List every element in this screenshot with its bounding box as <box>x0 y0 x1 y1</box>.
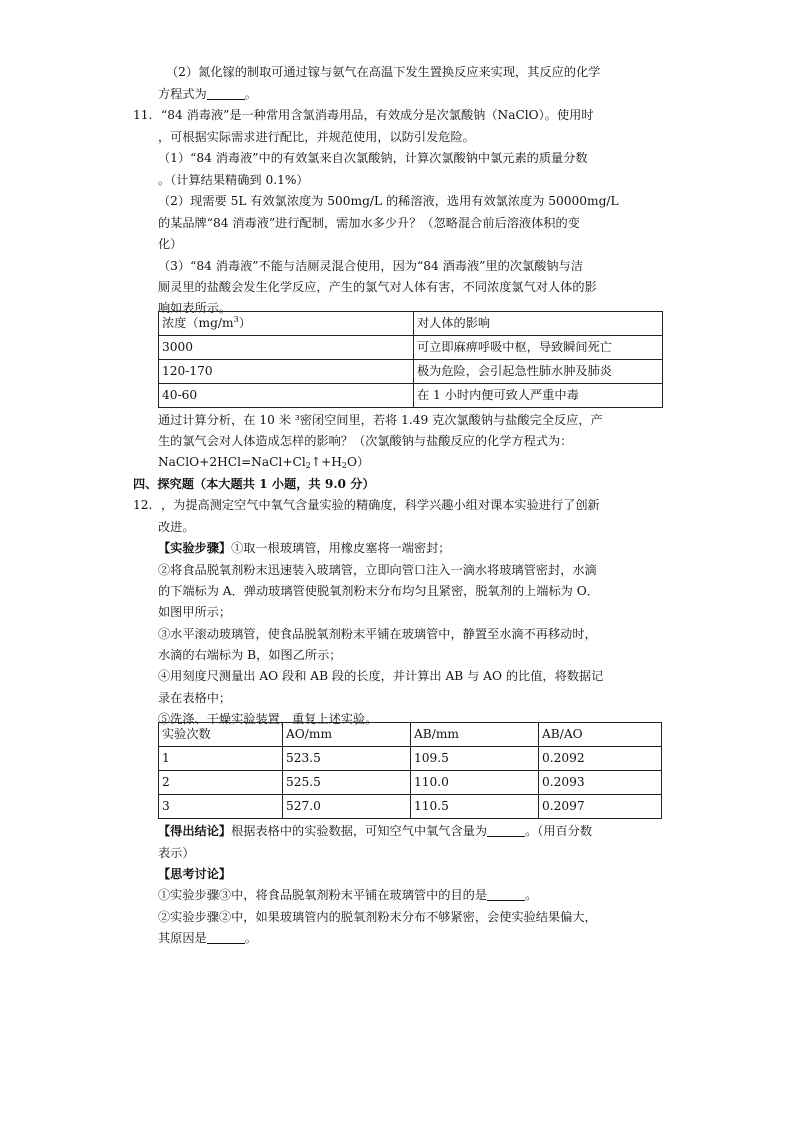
table-cell: 在 1 小时内便可致人严重中毒 <box>414 384 663 408</box>
step-4-line2: 录在表格中； <box>158 691 232 705</box>
answer-blank[interactable] <box>207 86 245 100</box>
table-row <box>159 747 662 771</box>
table-header-cell: AO/mm <box>283 723 411 747</box>
table-cell: 523.5 <box>283 747 411 771</box>
conclusion-line2: 表示） <box>158 846 195 860</box>
q12-intro-line2: 改进。 <box>158 520 195 534</box>
step-1: ①取一根玻璃管，用橡皮塞将一端密封； <box>231 541 451 555</box>
q11-intro-line2: ，可根据实际需求进行配比，并规范使用，以防引发危险。 <box>158 130 475 144</box>
table-cell: 110.0 <box>411 771 539 795</box>
step-5: ⑤洗涤、干燥实验装置，重复上述实验。 <box>158 712 378 726</box>
table-header-cell: 浓度$(mg/m^3)$ <box>159 312 414 336</box>
step-2-line3: 如图甲所示； <box>158 605 232 619</box>
q11-after-line2: 生的氯气会对人体造成怎样的影响？（次氯酸钠与盐酸反应的化学方程式为： <box>158 434 573 448</box>
q12-intro-line1: ，为提高测定空气中氧气含量实验的精确度，科学兴趣小组对课本实验进行了创新 <box>161 498 600 512</box>
table-cell: 3000 <box>159 336 414 360</box>
q11-part1-line2: 。（计算结果精确到 0.1%） <box>158 173 309 187</box>
table-cell: 109.5 <box>411 747 539 771</box>
question-number-12: 12. <box>133 498 153 512</box>
table-cell: 极为危险，会引起急性肺水肿及肺炎 <box>414 360 663 384</box>
table-cell: 2 <box>159 771 283 795</box>
conclusion-line <box>158 821 592 842</box>
answer-blank[interactable] <box>487 887 525 901</box>
table-row <box>159 384 663 408</box>
table-cell: 0.2097 <box>539 795 662 819</box>
table-cell: 110.5 <box>411 795 539 819</box>
question-number-11: 11. <box>133 108 153 122</box>
table-header-cell: AB/mm <box>411 723 539 747</box>
steps-label: 【实验步骤】 <box>158 541 232 555</box>
discussion-label: 【思考讨论】 <box>158 867 232 881</box>
table-header-row <box>159 723 662 747</box>
q11-equation: $NaClO+2HCl=NaCl+Cl_2↑+H_2O$） <box>158 455 370 470</box>
table-cell: 0.2093 <box>539 771 662 795</box>
step-2-line2: 的下端标为 A．弹动玻璃管使脱氧剂粉末分布均匀且紧密，脱氧剂的上端标为 O． <box>158 584 599 598</box>
q11-after-line1: 通过计算分析，在 10 米 ³密闭空间里，若将 1.49 克次氯酸钠与盐酸完全反应，产 <box>158 413 603 427</box>
discussion-2-line1: ②实验步骤②中，如果玻璃管内的脱氧剂粉末分布不够紧密，会使实验结果偏大， <box>158 910 597 924</box>
step-2-line1: ②将食品脱氧剂粉末迅速装入玻璃管，立即向管口注入一滴水将玻璃管密封，水滴 <box>158 563 597 577</box>
conclusion-text-end: 。（用百分数 <box>525 824 593 838</box>
table-row <box>159 336 663 360</box>
q11-part1-line1: （1）“84 消毒液”中的有效氯来自次氯酸钠，计算次氯酸钠中氯元素的质量分数 <box>158 151 588 165</box>
q11-part3-line2: 厕灵里的盐酸会发生化学反应，产生的氯气对人体有害，不同浓度氯气对人体的影 <box>158 280 597 294</box>
table-cell: 525.5 <box>283 771 411 795</box>
step-3-line1: ③水平滚动玻璃管，使食品脱氧剂粉末平铺在玻璃管中，静置至水滴不再移动时， <box>158 627 597 641</box>
table-row <box>159 771 662 795</box>
q10-part2-text: 方程式为 <box>158 87 207 101</box>
q10-part2-line2 <box>158 84 257 105</box>
table-cell: 3 <box>159 795 283 819</box>
table-cell: 527.0 <box>283 795 411 819</box>
q11-intro-line1: “84 消毒液”是一种常用含氯消毒用品，有效成分是次氯酸钠（NaClO）。使用时 <box>161 108 594 122</box>
table-row <box>159 360 663 384</box>
experiment-data-table <box>158 722 662 819</box>
step-3-line2: 水滴的右端标为 B，如图乙所示； <box>158 648 342 662</box>
table-header-cell: 对人体的影响 <box>414 312 663 336</box>
q11-part3-line3: 响如表所示。 <box>158 301 232 315</box>
table-header-cell: 实验次数 <box>159 723 283 747</box>
q11-part2-line3: 化） <box>158 237 183 251</box>
table-header-row <box>159 312 663 336</box>
table-row <box>159 795 662 819</box>
table-cell: 40-60 <box>159 384 414 408</box>
discussion-2-line2: 其原因是 。 <box>158 931 257 945</box>
table-cell: 可立即麻痹呼吸中枢，导致瞬间死亡 <box>414 336 663 360</box>
q11-part3-line1: （3）“84 消毒液”不能与洁厕灵混合使用，因为“84 酒毒液”里的次氯酸钠与洁 <box>158 259 583 273</box>
q12-steps-line <box>158 538 451 559</box>
q11-part2-line1: （2）现需要 5L 有效氯浓度为 500mg/L 的稀溶液，选用有效氯浓度为 50000mg/L <box>158 194 619 208</box>
answer-blank[interactable] <box>487 823 525 837</box>
answer-blank[interactable] <box>207 930 245 944</box>
q10-part2-end: 。 <box>244 87 257 101</box>
discussion-1: ①实验步骤③中，将食品脱氧剂粉末平铺在玻璃管中的目的是 。 <box>158 888 538 902</box>
q10-part2-line1: （2）氮化镓的制取可通过镓与氨气在高温下发生置换反应来实现，其反应的化学 <box>166 65 601 79</box>
table-cell: 0.2092 <box>539 747 662 771</box>
section-title: 四、探究题（本大题共 1 小题，共 9.0 分） <box>133 477 375 491</box>
conclusion-label: 【得出结论】 <box>158 824 232 838</box>
chlorine-effects-table <box>158 311 663 408</box>
table-header-cell: AB/AO <box>539 723 662 747</box>
table-cell: 120-170 <box>159 360 414 384</box>
table-cell: 1 <box>159 747 283 771</box>
conclusion-text: 根据表格中的实验数据，可知空气中氧气含量为 <box>231 824 488 838</box>
q11-part2-line2: 的某品牌“84 消毒液”进行配制，需加水多少升？（忽略混合前后溶液体积的变 <box>158 216 580 230</box>
step-4-line1: ④用刻度尺测量出 AO 段和 AB 段的长度，并计算出 AB 与 AO 的比值，将数据记 <box>158 669 604 683</box>
